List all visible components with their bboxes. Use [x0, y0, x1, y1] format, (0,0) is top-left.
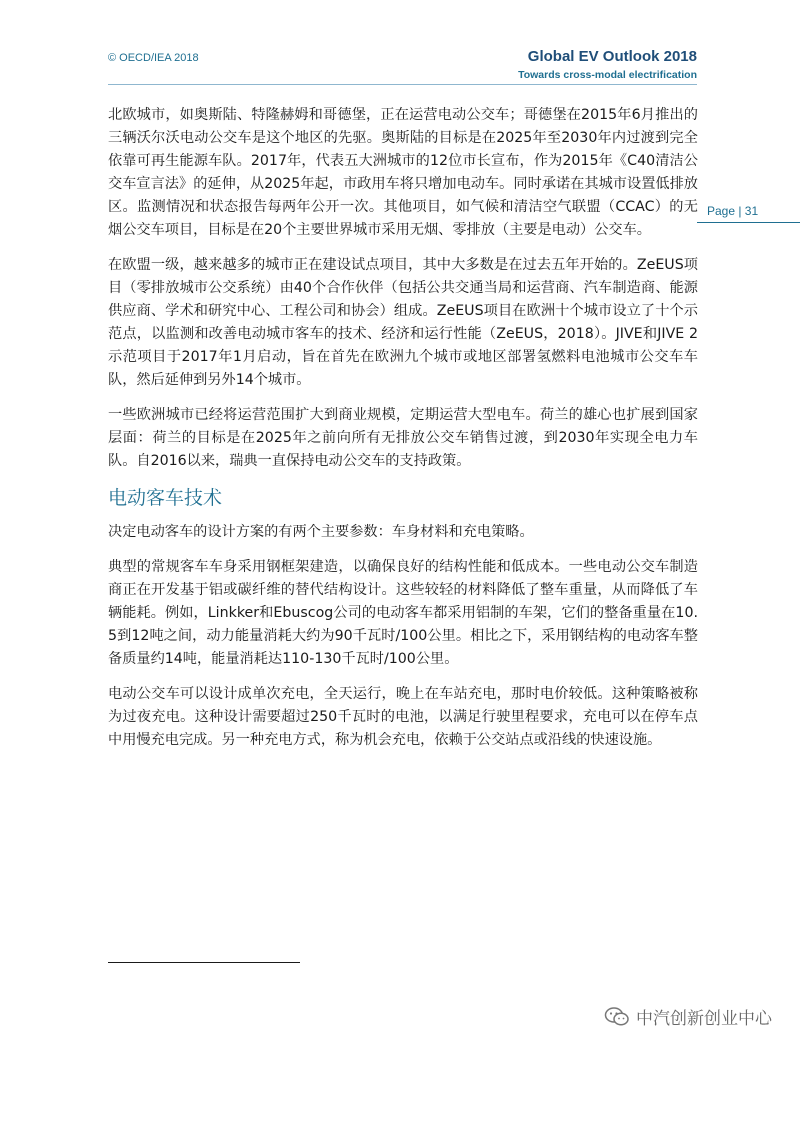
report-title: Global EV Outlook 2018 — [527, 48, 697, 65]
paragraph-nordic-cities: 北欧城市，如奥斯陆、特隆赫姆和哥德堡，正在运营电动公交车；哥德堡在2015年6月推出的三辆沃尔沃电动公交车是这个地区的先驱。奥斯陆的目标是在2025年至2030年内过渡到完全依靠可再生能源车队。2017年，代表五大洲城市的12位市长宣布，作为2015年《C40清洁公交车宣言法》的延伸，从2025年起，市政用车将只增加电动车。同时承诺在其城市设置低排放区。监测情况和状态报告每两年公开一次。其他项目，如气候和清洁空气联盟（CCAC）的无烟公交车项目，目标是在20个主要世界城市采用无烟、零排放（主要是电动）公交车。 — [108, 107, 698, 238]
footnote-separator — [108, 962, 300, 963]
report-header — [518, 48, 697, 82]
watermark-text: 中汽创新创业中心 — [636, 1009, 772, 1029]
section-heading: 电动客车技术 — [108, 487, 223, 509]
paragraph-body-materials: 典型的常规客车车身采用钢框架建造，以确保良好的结构性能和低成本。一些电动公交车制造商正在开发基于铝或碳纤维的替代结构设计。这些较轻的材料降低了整车重量，从而降低了车辆能耗。例如，Linkker和Ebuscog公司的电动客车都采用铝制的车架，它们的整备重量在10.5到12吨之间，动力能量消耗大约为90千瓦时/100公里。相比之下，采用钢结构的电动客车整备质量约14吨，能量消耗达110-130千瓦时/100公里。 — [108, 559, 698, 667]
page-number-tag — [697, 201, 800, 223]
paragraph-charging-strategy: 电动公交车可以设计成单次充电，全天运行，晚上在车站充电，那时电价较低。这种策略被称为过夜充电。这种设计需要超过250千瓦时的电池，以满足行驶里程要求，充电可以在停车点中用慢充电完成。另一种充电方式，称为机会充电，依赖于公交站点或沿线的快速设施。 — [108, 686, 698, 748]
header-divider — [108, 84, 697, 85]
paragraph-design-parameters: 决定电动客车的设计方案的有两个主要参数：车身材料和充电策略。 — [108, 524, 534, 540]
report-subtitle: Towards cross-modal electrification — [518, 69, 697, 81]
wechat-icon — [604, 1006, 630, 1028]
watermark — [604, 1004, 772, 1029]
paragraph-commercial-scale: 一些欧洲城市已经将运营范围扩大到商业规模，定期运营大型电车。荷兰的雄心也扩展到国家层面：荷兰的目标是在2025年之前向所有无排放公交车销售过渡，到2030年实现全电力车队。自2016以来，瑞典一直保持电动公交车的支持政策。 — [108, 407, 698, 469]
page-body — [108, 104, 698, 764]
page-number: Page | 31 — [707, 204, 759, 218]
copyright-notice: © OECD/IEA 2018 — [108, 52, 199, 64]
paragraph-eu-projects: 在欧盟一级，越来越多的城市正在建设试点项目，其中大多数是在过去五年开始的。ZeEUS项目（零排放城市公交系统）由40个合作伙伴（包括公共交通当局和运营商、汽车制造商、能源供应商、学术和研究中心、工程公司和协会）组成。ZeEUS项目在欧洲十个城市设立了十个示范点，以监测和改善电动城市客车的技术、经济和运行性能（ZeEUS，2018）。JIVE和JIVE 2示范项目于2017年1月启动，旨在首先在欧洲九个城市或地区部署氢燃料电池城市公交车车队，然后延伸到另外14个城市。 — [108, 257, 698, 388]
page-number-underline — [697, 222, 800, 223]
